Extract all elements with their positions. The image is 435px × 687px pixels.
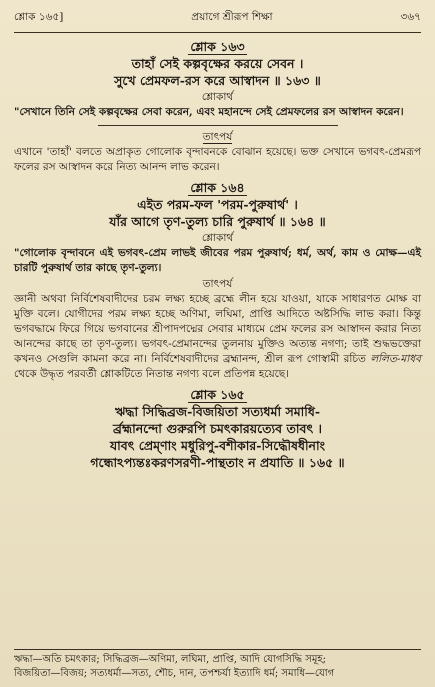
verse-163-heading: শ্লোক ১৬৩	[190, 39, 245, 54]
verse-163-line-2: সুখে প্রেমফল-রস করে আস্বাদন ॥ ১৬৩ ॥	[114, 73, 321, 88]
header-chapter-title: প্রয়াগে শ্রীরূপ শিক্ষা	[191, 10, 273, 23]
word-meanings	[14, 649, 421, 681]
verse-164-translation-label: শ্লোকার্থ	[201, 232, 234, 244]
section-divider	[98, 125, 338, 126]
verse-163-translation-label: শ্লোকার্থ	[201, 91, 234, 103]
verse-164-purport-label: তাৎপর্য	[202, 278, 233, 290]
verse-164-translation: "গোলোক বৃন্দাবনে এই ভগবৎ-প্রেম লাভই জীবের পরম পুরুষার্থ; ধর্ম, অর্থ, কাম ও মোক্ষ—এই চারটি পুরুষার্থ তার কাছে তৃণ-তুল্য।	[14, 247, 421, 274]
header-rule	[14, 32, 421, 33]
verse-165-line-2: র্ব্রহ্মানন্দো গুরুরপি চমৎকারয়ত্যেব তাবৎ ।	[113, 421, 322, 436]
verse-165-line-4: গন্ধোঽপ্যন্তঃকরণসরণী-পান্থতাং ন প্রযাতি ॥ ১৬৫ ॥	[90, 455, 345, 470]
verse-163-line-1: তাহাঁ সেই কল্পবৃক্ষের করয়ে সেবন ।	[131, 56, 304, 71]
verse-165-line-3: যাবৎ প্রেম্ণাং মধুরিপু-বশীকার-সিদ্ধৌষধীনাং	[109, 438, 326, 453]
purport-text-b: থেকে উদ্ধৃত পরবর্তী শ্লোকটিতে নিতান্ত নগণ্য বলে প্রতিপন্ন হয়েছে।	[14, 368, 289, 380]
verse-165-heading: শ্লোক ১৬৫	[190, 387, 245, 402]
verse-163-purport: এখানে 'তাহাঁ' বলতে অপ্রাকৃত গোলোক বৃন্দাবনকে বোঝান হয়েছে। ভক্ত সেখানে ভগবৎ-প্রেমরূপ ফলের রস আস্বাদন করে নিত্য আনন্দ লাভ করেন।	[14, 146, 421, 173]
word-meanings-line-1: ঋদ্ধা—অতি চমৎকার; সিদ্ধিব্রজ—অণিমা, লঘিমা, প্রাপ্তি, আদি যোগসিদ্ধি সমূহ;	[14, 654, 326, 665]
purport-text-a: জ্ঞানী অথবা নির্বিশেষবাদীদের চরম লক্ষ্য হচ্ছে ব্রহ্মে লীন হয়ে যাওয়া, যাকে সাধারণত মোক্ষ বা মুক্তি বলে। যোগীদের পরম লক্ষ্য হচ্ছে অণিমা, লঘিমা, প্রাপ্তি আদিতে অষ্টসিদ্ধি লাভ করা। কিন্তু ভগবদ্ধামে ফিরে গিয়ে ভগবানের শ্রীপাদপদ্মের সেবার মাধ্যমে প্রেম ফলের রস আস্বাদন করার নিত্য আনন্দের কাছে তা তৃণ-তুল্য। ভগবৎ-প্রেমানন্দের তুলনায় মুক্তিও অত্যন্ত নগণ্য; তাই শুদ্ধভক্তেরা কখনও সেগুলি কামনা করে না। নির্বিশেষবাদীদের ব্রহ্মানন্দ, শ্রীল রূপ গোস্বামী রচিত	[14, 293, 421, 365]
verse-164-heading: শ্লোক ১৬৪	[190, 180, 245, 195]
verse-164-line-1: এইত পরম-ফল 'পরম-পুরুষার্থ' ।	[137, 197, 298, 212]
header-verse-ref: শ্লোক ১৬৫]	[14, 10, 64, 23]
footer-rule	[14, 649, 421, 650]
word-meanings-line-2: বিজয়িতা—বিজয়; সত্যধর্মা—সত্য, শৌচ, দান, তপশ্চর্যা ইত্যাদি ধর্ম; সমাধি—যোগ	[14, 668, 335, 679]
purport-book-title: ললিত-মাধব	[370, 353, 422, 365]
verse-163-purport-label: তাৎপর্য	[202, 131, 233, 143]
page-number: ৩৬৭	[400, 10, 421, 23]
verse-165-line-1: ঋদ্ধা সিদ্ধিব্রজ-বিজয়িতা সত্যধর্মা সমাধি-	[114, 404, 321, 419]
verse-164-purport	[14, 292, 421, 382]
verse-163-translation: "সেখানে তিনি সেই কল্পবৃক্ষের সেবা করেন, এবং মহানন্দে সেই প্রেমফলের রস আস্বাদন করেন।	[14, 106, 404, 118]
running-header	[14, 8, 421, 28]
verse-164-line-2: যাঁর আগে তৃণ-তুল্য চারি পুরুষার্থ ॥ ১৬৪ ॥	[109, 214, 326, 229]
